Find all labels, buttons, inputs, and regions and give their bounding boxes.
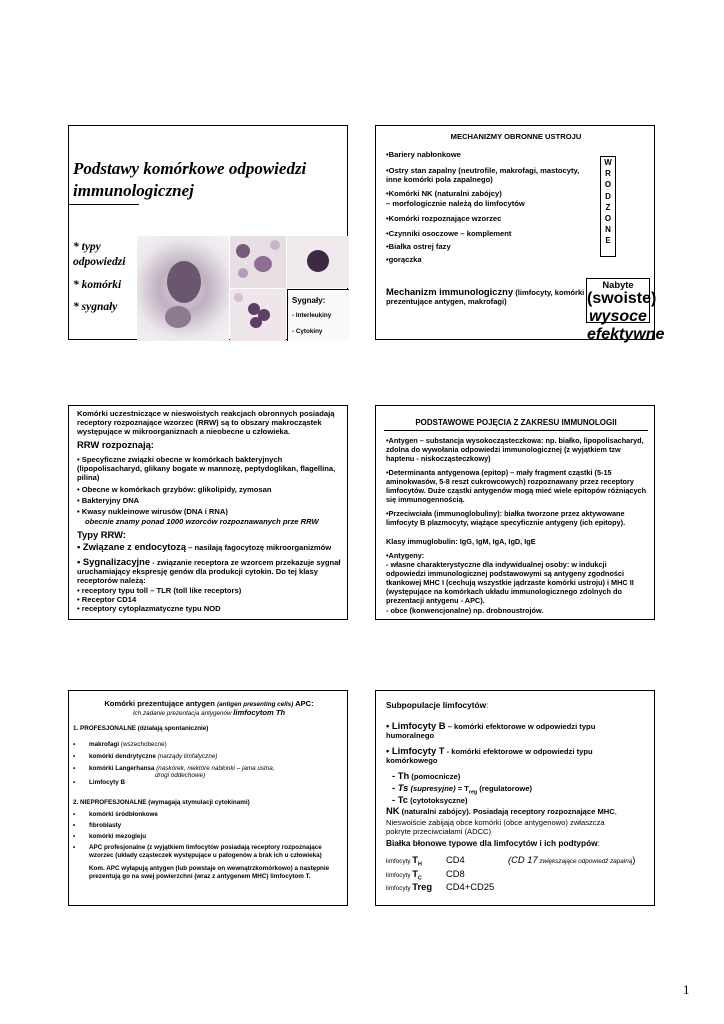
acquired-box: Nabyte (swoiste) wysoce efektywne (587, 279, 665, 343)
innate-vertical-label: W R O D Z O N E (600, 156, 616, 257)
antigens-heading: •Antygeny: (386, 551, 425, 560)
apc-title: Komórki prezentujące antygen (antigen presenting cells) APC: (104, 699, 314, 708)
rrw-fungal: • Obecne w komórkach grzybów: glikolipidy, zymosan (77, 485, 272, 494)
neutrophil-image (230, 289, 286, 341)
slide-apc: Komórki prezentujące antygen (antigen presenting cells) APC: Ich zadanie prezentacja antygenów limfocytom Th 1. PROFESJONALNE (działają spontanicznie) • makrofagi (wszechobecne) • komórki dendrytyczne (narządy limfatyczne) • komórki Langerhansa (naskórek, niektóre nabłonki – jama ustna, drogi oddechowe) • Limfocyty B 2. NIEPROFESJONALNE (wymagają stymulacji cytokinami) • komórki śródbłonkowe • fibroblasty • komórki mezogleju • APC profesjonalne (z wyjątkiem limfocytów posiadają receptory rozpoznające wzorzec (układy cząsteczek występujące u patogenów a brak ich u człowieka) Kom. APC wyłapują antygen (lub powstaje on wewnątrzkomórkowo) a następnie prezentują go na swej powierzchni (wraz z antygenem MHC) limfocytom T. (68, 690, 348, 906)
rrw-cd14: • Receptor CD14 (77, 595, 137, 604)
macrophage-image (137, 236, 229, 341)
signals-title: Sygnały: (292, 296, 326, 305)
immune-mechanism: Mechanizm immunologiczny (limfocyty, komórki prezentujące antygen, makrofagi) (386, 286, 585, 306)
apc-macrophages: makrofagi (wszechobecne) (89, 741, 167, 748)
marker-th-note: (CD 17 zwiększające odpowiedź zapalną) (508, 854, 636, 865)
rrw-nod: • receptory cytoplazmatyczne typu NOD (77, 604, 221, 613)
b-lymphocytes: • Limfocyty B – komórki efektorowe w odpowiedzi typu humoralnego (386, 720, 596, 740)
item-cells: * komórki (73, 279, 122, 291)
nk-cells: NK (naturalni zabójcy). Posiadają receptory rozpoznające MHC, (386, 805, 617, 816)
signal-cytokines: - Cytokiny (292, 328, 323, 335)
item-signals: * sygnały (73, 301, 118, 313)
rrw-intro: Komórki uczestniczące w nieswoistych reakcjach obronnych posiadają receptory rozpoznające wzorzec (RRW) są to obszary makrocząstek występujące w mikroorganiznach a nieobecne u człowieka. (77, 409, 335, 436)
slide1-title: Podstawy komórkowe odpowiedzi immunologicznej (73, 159, 307, 200)
pattern-item: •Komórki rozpoznające wzorzec (386, 214, 502, 223)
heading-divider (384, 430, 648, 431)
rrw-endocytic: • Związane z endocytozą – nasilają fagocytozę mikroorganizmów (77, 541, 332, 552)
th-cells: - Th (pomocnicze) (392, 770, 461, 781)
marker-treg: limfocyty Treg (386, 881, 433, 892)
ig-classes: Klasy immuglobulin: IgG, IgM, IgA, IgD, IgE (386, 537, 536, 546)
rrw-tlr: • receptory typu toll – TLR (toll like receptors) (77, 586, 242, 595)
rrw-heading: RRW rozpoznają: (77, 439, 154, 450)
slide2-heading: MECHANIZMY OBRONNE USTROJU (450, 132, 582, 141)
inflammation-item: •Ostry stan zapalny (neutrofile, makrofagi, mastocyty, inne komórki pola zapalnego) (386, 166, 580, 184)
slide-defense-mechanisms (375, 125, 665, 343)
lymphocyte-image (230, 236, 286, 288)
apc-receptors-note: APC profesjonalne (z wyjątkiem limfocytów posiadają receptory rozpoznające wzorzec (układy cząsteczek występujące u patogenów a brak ich u człowieka) (89, 844, 322, 859)
apc-fibroblasts: fibroblasty (89, 822, 122, 829)
marker-th: limfocyty $T_H$ (386, 854, 422, 868)
slide-immunology-terms (375, 405, 655, 620)
signals-box (287, 289, 349, 341)
signal-interleukins: - Interleukiny (292, 312, 332, 319)
acute-phase-item: •Białka ostrej fazy (386, 242, 451, 251)
professional-heading: 1. PROFESJONALNE (działają spontanicznie) (73, 725, 209, 732)
fever-item: •gorączka (386, 255, 422, 264)
cell-image-dark (287, 236, 349, 288)
barrier-item: •Bariery nabłonkowe (386, 150, 461, 159)
epitope-definition: •Determinanta antygenowa (epitop) – mały fragment cząstki (5-15 aminokwasów, 5-8 reszt cukrowcowych) rozpoznawany przez receptory limfocytów. Duże cząstki antygenów mogą mieć wiele epitopów różniących się immunogennością. (386, 468, 647, 504)
marker-treg-cd: CD4+CD25 (446, 881, 495, 892)
apc-endothelial: komórki śródbłonkowe (89, 811, 158, 818)
nk-item-note: – morfologicznie należą do limfocytów (386, 199, 525, 208)
marker-tc-cd: CD8 (446, 868, 465, 879)
marker-tc: limfocyty $T_C$ (386, 868, 422, 882)
rrw-signaling: • Sygnalizacyjne - związanie receptora ze wzorcem przekazuje sygnał uruchamiający ekspresję genów dla produkcji cytokin. Do tej klasy receptorów należą: (77, 556, 341, 585)
nonprofessional-heading: 2. NIEPROFESJONALNE (wymagają stymulacji cytokinami) (73, 799, 250, 806)
slide4-heading: PODSTAWOWE POJĘCIA Z ZAKRESU IMMUNOLOGII (415, 418, 617, 427)
marker-th-cd: CD4 (446, 854, 465, 865)
nk-item: •Komórki NK (naturalni zabójcy) (386, 189, 502, 198)
antibody-definition: •Przeciwciała (immunoglobuliny): białka tworzone przez aktywowane limfocyty B plazmocyty, wiążące specyficznie antygeny (ich epitopy). (386, 509, 626, 527)
rrw-bacterial-dna: • Bakteryjny DNA (77, 496, 140, 505)
foreign-antigens: - obce (konwencjonalne) np. drobnoustrojów. (386, 606, 544, 615)
slide-basics (68, 125, 348, 340)
apc-dendritic: komórki dendrytyczne (narządy limfatyczne) (89, 753, 218, 760)
apc-subtitle: Ich zadanie prezentacja antygenów limfocytom Th (132, 708, 286, 717)
antigen-definition: •Antygen – substancja wysokocząsteczkowa: np. białko, lipopolisacharyd, zdolna do wywołania odpowiedzi immunologicznej (z wyjątkiem tzw haptenu - niskocząsteczkowy) (386, 436, 644, 463)
subsets-heading: Subpopulacje limfocytów: (386, 700, 489, 710)
tc-cells: - Tc (cytotoksyczne) (392, 794, 468, 805)
apc-b-cells: Limfocyty B (89, 779, 126, 786)
apc-langerhans: komórki Langerhansa (naskórek, niektóre nabłonki – jama ustna, (89, 765, 275, 772)
rrw-viral: • Kwasy nukleinowe wirusów (DNA i RNA) (77, 507, 228, 516)
markers-heading: Białka błonowe typowe dla limfocytów i ich podtypów: (386, 838, 600, 848)
page-number: 1 (683, 982, 690, 997)
apc-microglia: komórki mezogleju (89, 833, 147, 840)
rrw-bacterial: • Specyficzne związki obecne w komórkach bakteryjnych (lipopolisacharyd, glikany bogate w mannozę, peptydoglikan, flagellina, pilina) (77, 455, 336, 482)
self-antigens: - własne charakterystyczne dla indywidualnej osoby: w indukcji odpowiedzi immunologicznej podstawowymi są antygeny zgodności tkankowej MHC I (cechują wszystkie jądrzaste komórki ustroju) i MHC II (występujące na komórkach układu immunologicznego zdolnych do prezentacji antygenu - APC). (386, 560, 634, 605)
ts-cells: - Ts (supresyjne) = $T_{reg}$ (regulatorowe) (392, 782, 533, 796)
rrw-count-note: obecnie znamy ponad 1000 wzorców rozpoznawanych prze RRW (85, 517, 319, 526)
item-types: * typy odpowiedzi (73, 241, 126, 268)
slide-pattern-receptors (68, 405, 348, 620)
apc-langerhans-cont: drogi oddechowe) (155, 772, 206, 779)
nk-adcc: Nieswoiście zabijają obce komórki (obce antygenowo) zwłaszcza pokryte przeciwciałami (ADCC) (386, 818, 605, 836)
title-divider (69, 204, 139, 205)
apc-presentation-note: Kom. APC wyłapują antygen (lub powstaje on wewnątrzkomórkowo) a następnie prezentują go na swej powierzchni (wraz z antygenem MHC) limfocytom T. (89, 865, 330, 880)
rrw-types-heading: Typy RRW: (77, 529, 126, 540)
complement-item: •Czynniki osoczowe – komplement (386, 229, 512, 238)
slide-lymphocyte-subsets (375, 690, 655, 906)
t-lymphocytes: • Limfocyty T - komórki efektorowe w odpowiedzi typu komórkowego (386, 745, 593, 765)
